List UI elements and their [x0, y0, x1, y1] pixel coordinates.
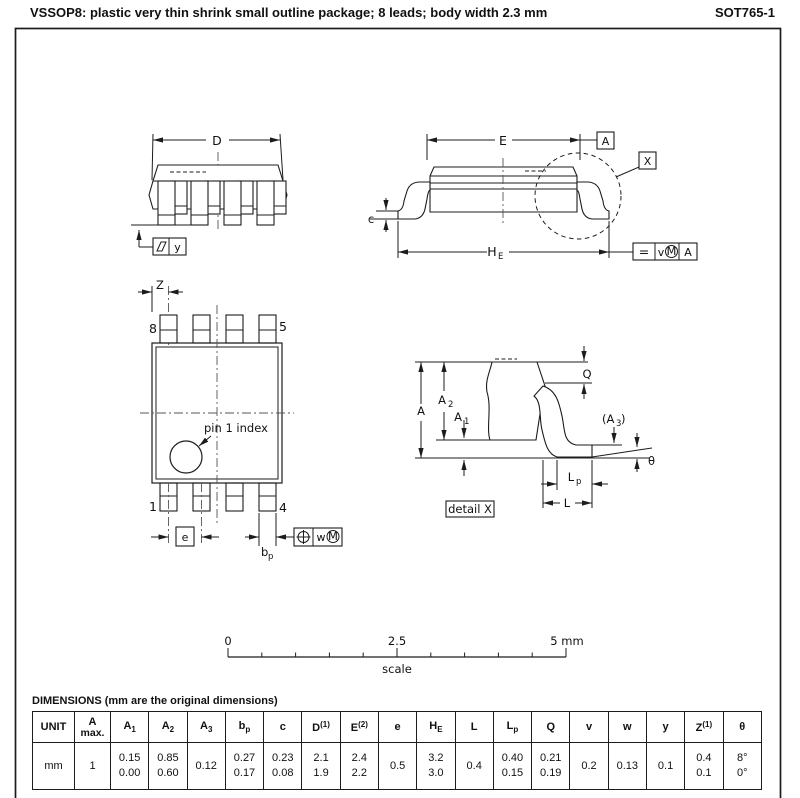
- scale-tick-end: 5 mm: [550, 634, 584, 648]
- dim-label-A1-sub: 1: [464, 417, 470, 427]
- dim-label-Lp-sub: p: [576, 477, 582, 487]
- pin-4-label: 4: [279, 500, 287, 515]
- col-a1: $A_1$: [111, 712, 149, 743]
- detail-x-view: [415, 346, 655, 517]
- dim-label-A: A: [417, 404, 425, 418]
- tol-w-label: w: [316, 531, 326, 544]
- dim-label-A3-open: (A: [602, 412, 615, 426]
- cell-a1: 0.15 0.00: [111, 743, 149, 790]
- col-e-cap: $E^{(2)}$: [340, 712, 378, 743]
- dim-label-D: D: [212, 133, 222, 148]
- col-theta: θ: [723, 712, 762, 743]
- pin-5-label: 5: [279, 319, 287, 334]
- dim-label-e: e: [181, 531, 189, 544]
- cell-c: 0.23 0.08: [264, 743, 302, 790]
- drawing-frame: [16, 29, 781, 798]
- cell-lp: 0.40 0.15: [493, 743, 531, 790]
- dim-label-A2: A: [438, 393, 446, 407]
- cell-unit: mm: [33, 743, 75, 790]
- package-code: SOT765-1: [715, 5, 775, 20]
- dim-label-HE-sub: E: [498, 252, 504, 262]
- cell-a-max: 1: [75, 743, 111, 790]
- cell-w: 0.13: [608, 743, 646, 790]
- col-z: $Z^{(1)}$: [685, 712, 723, 743]
- col-c: c: [264, 712, 302, 743]
- cell-y: 0.1: [646, 743, 684, 790]
- cell-e-cap: 2.4 2.2: [340, 743, 378, 790]
- seating-plane-tolerance-box: [153, 238, 186, 255]
- top-view: [138, 278, 342, 562]
- scale-bar: [224, 634, 583, 676]
- col-e: e: [378, 712, 416, 743]
- col-bp: $b_p$: [225, 712, 263, 743]
- table-header-row: [33, 712, 762, 743]
- pin1-index-circle: [170, 441, 202, 473]
- col-w: w: [608, 712, 646, 743]
- dim-label-HE: H: [487, 244, 497, 259]
- col-l: L: [455, 712, 493, 743]
- col-a2: $A_2$: [149, 712, 187, 743]
- dim-label-Q: Q: [582, 367, 592, 381]
- dim-label-c: c: [367, 212, 375, 226]
- detail-lead: [534, 386, 592, 457]
- left-lead: [398, 182, 430, 219]
- package-title: VSSOP8: plastic very thin shrink small outline package; 8 leads; body width 2.3 mm: [30, 5, 548, 20]
- scale-tick-mid: 2.5: [387, 634, 407, 648]
- bp-tolerance-box: [294, 528, 342, 546]
- tol-datum-a: A: [684, 246, 692, 259]
- pin-8-label: 8: [149, 321, 157, 336]
- tol-v-label: v: [657, 246, 665, 259]
- col-unit: UNIT: [33, 712, 75, 743]
- dimensions-table: [32, 711, 762, 790]
- mmc-symbol: M: [666, 244, 677, 258]
- dim-label-Lp: L: [567, 470, 575, 484]
- col-d: $D^{(1)}$: [302, 712, 340, 743]
- mmc-symbol: M: [328, 529, 338, 543]
- cell-d: 2.1 1.9: [302, 743, 340, 790]
- cell-v: 0.2: [570, 743, 608, 790]
- he-tolerance-box: [633, 243, 697, 260]
- dim-label-A3-close: ): [621, 412, 626, 426]
- parallelism-symbol: =: [638, 244, 650, 259]
- dim-label-Z: Z: [156, 278, 164, 292]
- datum-a-label: A: [601, 135, 610, 148]
- dim-label-A3-sub: 3: [616, 419, 622, 429]
- cell-a3: 0.12: [187, 743, 225, 790]
- cell-bp: 0.27 0.17: [225, 743, 263, 790]
- cell-l: 0.4: [455, 743, 493, 790]
- right-lead: [577, 182, 609, 219]
- dimensions-title: DIMENSIONS (mm are the original dimensions): [32, 695, 278, 707]
- cell-q: 0.21 0.19: [532, 743, 570, 790]
- dimensions-block: [32, 695, 764, 790]
- bottom-pins: [160, 483, 276, 511]
- pin-1-label: 1: [149, 499, 157, 514]
- dim-label-E: E: [499, 133, 507, 148]
- cell-a2: 0.85 0.60: [149, 743, 187, 790]
- col-he: $H_E$: [417, 712, 455, 743]
- dim-label-L: L: [563, 496, 571, 510]
- top-pins: [160, 315, 276, 343]
- col-q: Q: [532, 712, 570, 743]
- dim-label-A2-sub: 2: [448, 400, 454, 410]
- cell-e: 0.5: [378, 743, 416, 790]
- cell-theta: 8° 0°: [723, 743, 762, 790]
- col-lp: $L_p$: [493, 712, 531, 743]
- dim-label-bp: b: [261, 545, 269, 559]
- col-a-max: A max.: [75, 712, 111, 743]
- scale-tick-0: 0: [224, 634, 232, 648]
- detail-x-caption: detail X: [448, 502, 492, 516]
- dim-label-A1: A: [454, 410, 462, 424]
- cell-he: 3.2 3.0: [417, 743, 455, 790]
- table-value-row: [33, 743, 762, 790]
- detail-x-ref-label: X: [643, 155, 652, 168]
- col-y: y: [646, 712, 684, 743]
- perspective-view: [131, 133, 287, 255]
- dim-label-y: y: [174, 241, 181, 254]
- pin1-index-label: pin 1 index: [204, 421, 268, 435]
- dim-label-theta: θ: [648, 454, 656, 468]
- scale-caption: scale: [382, 662, 412, 676]
- col-a3: $A_3$: [187, 712, 225, 743]
- side-view: [368, 132, 697, 262]
- cell-z: 0.4 0.1: [685, 743, 723, 790]
- col-v: v: [570, 712, 608, 743]
- dim-label-bp-sub: p: [268, 552, 274, 562]
